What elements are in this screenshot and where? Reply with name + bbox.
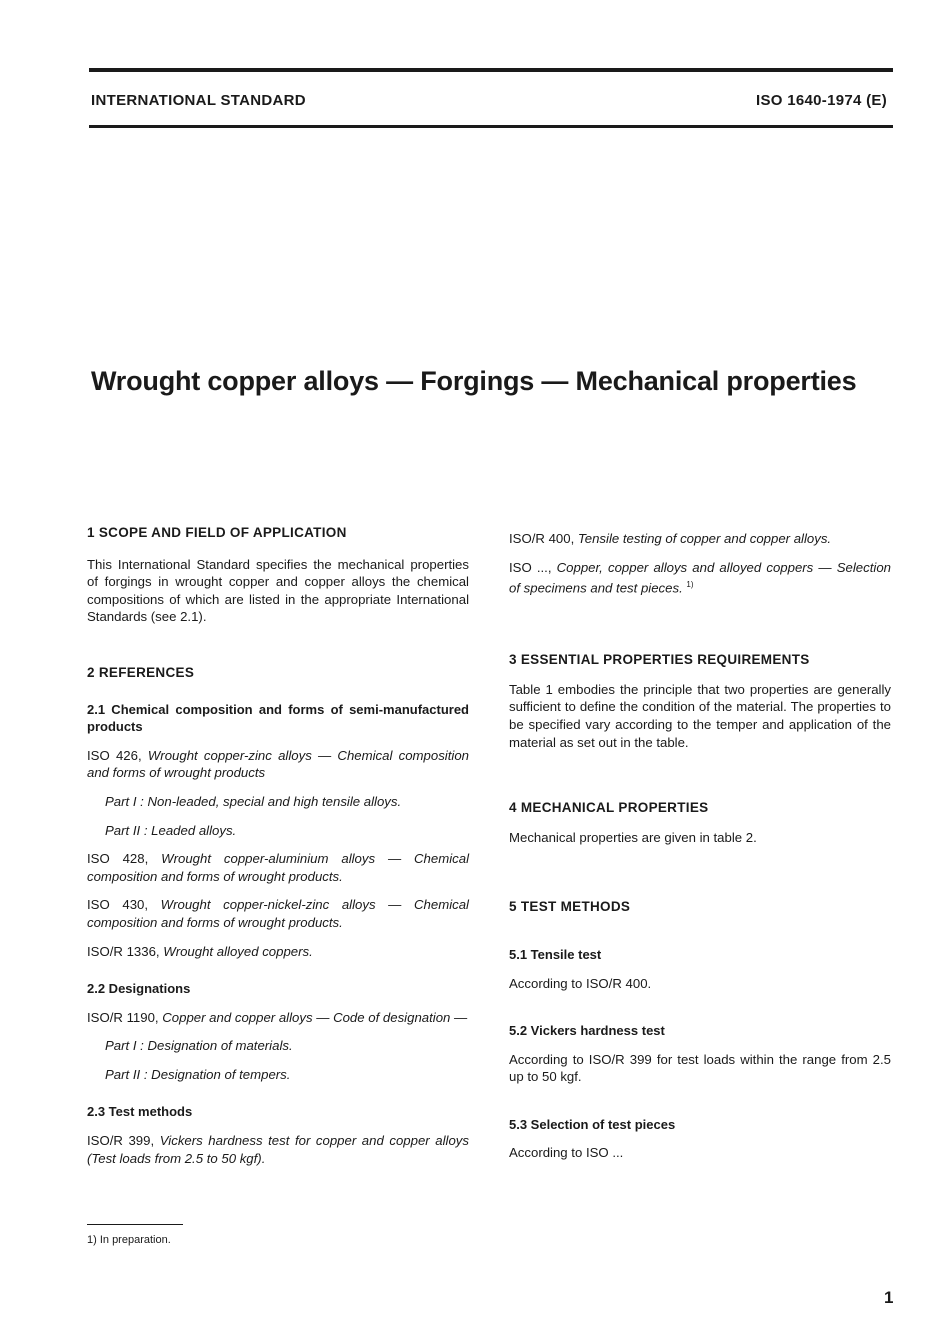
reference-iso-426-part-1	[87, 793, 469, 811]
reference-iso-r-1190-part-2	[87, 1066, 469, 1084]
reference-iso-r-1190	[87, 1009, 469, 1027]
reference-code: ISO/R 400,	[509, 531, 575, 546]
part-text: Part II : Designation of tempers.	[105, 1066, 291, 1082]
section-4-heading: 4 MECHANICAL PROPERTIES	[509, 800, 709, 816]
reference-title: Copper, copper alloys and alloyed coppers — Selection of specimens and test pieces.	[509, 559, 891, 596]
part-text: Part I : Non-leaded, special and high tensile alloys.	[105, 793, 402, 809]
section-5-2-heading: 5.2 Vickers hardness test	[509, 1023, 665, 1039]
reference-title: Vickers hardness test for copper and copper alloys (Test loads from 2.5 to 50 kgf).	[87, 1133, 469, 1166]
reference-code: ISO ...,	[509, 559, 552, 575]
top-rule	[89, 68, 893, 72]
reference-iso-r-1336	[87, 943, 469, 961]
reference-iso-426-part-2	[87, 822, 469, 840]
reference-iso-428	[87, 850, 469, 885]
reference-code: ISO/R 1336,	[87, 943, 160, 959]
reference-code: ISO/R 399,	[87, 1133, 155, 1149]
reference-iso-430	[87, 896, 469, 931]
document-title: Wrought copper alloys — Forgings — Mechanical properties	[91, 366, 857, 396]
header-rule	[89, 125, 893, 128]
footnote: 1) In preparation.	[87, 1234, 171, 1246]
section-2-2-heading: 2.2 Designations	[87, 981, 191, 997]
section-5-3-heading: 5.3 Selection of test pieces	[509, 1116, 676, 1132]
section-5-heading: 5 TEST METHODS	[509, 899, 631, 915]
reference-title: Wrought alloyed coppers.	[163, 943, 313, 959]
page-number: 1	[884, 1288, 894, 1307]
section-4-text: Mechanical properties are given in table 2.	[509, 829, 757, 845]
part-text: Part I : Designation of materials.	[105, 1038, 293, 1054]
section-5-2-text: According to ISO/R 399 for test loads within the range from 2.5 up to 50 kgf.	[509, 1051, 891, 1085]
reference-title: Wrought copper-aluminium alloys — Chemical composition and forms of wrought products.	[87, 851, 469, 884]
section-5-3-text: According to ISO ...	[509, 1145, 624, 1161]
section-1-text: This International Standard specifies the mechanical properties of forgings in wrought copper and copper alloys the chemical compositions of which are listed in the appropriate International Standards (see 2.1).	[87, 556, 469, 625]
header-standard-number: ISO 1640-1974 (E)	[756, 92, 888, 109]
section-2-1-heading: 2.1 Chemical composition and forms of semi-manufactured products	[87, 701, 469, 735]
reference-iso-r-400	[509, 530, 891, 548]
left-column	[87, 524, 469, 1167]
section-3-text: Table 1 embodies the principle that two properties are generally sufficient to define the condition of the material. The properties to be specified vary according to the temper and application of the material as set out in the table.	[509, 681, 891, 750]
reference-title: Wrought copper-zinc alloys — Chemical composition and forms of wrought products	[87, 747, 469, 781]
section-5-1-text: According to ISO/R 400.	[509, 975, 652, 991]
reference-code: ISO 426,	[87, 747, 142, 763]
section-5-1-heading: 5.1 Tensile test	[509, 946, 602, 962]
section-3-heading: 3 ESSENTIAL PROPERTIES REQUIREMENTS	[509, 652, 810, 668]
section-1-heading: 1 SCOPE AND FIELD OF APPLICATION	[87, 525, 347, 540]
section-2-heading: 2 REFERENCES	[87, 664, 195, 680]
part-text: Part II : Leaded alloys.	[105, 822, 237, 838]
header-standard-label: INTERNATIONAL STANDARD	[91, 92, 306, 109]
footnote-marker: 1)	[686, 580, 694, 590]
reference-code: ISO 428,	[87, 851, 149, 867]
reference-code: ISO 430,	[87, 897, 149, 913]
reference-title: Wrought copper-nickel-zinc alloys — Chemical composition and forms of wrought products.	[87, 897, 469, 930]
reference-title: Copper and copper alloys — Code of designation —	[162, 1009, 468, 1025]
right-column	[509, 530, 891, 1162]
reference-title: Tensile testing of copper and copper alloys.	[577, 531, 832, 546]
reference-code: ISO/R 1190,	[87, 1009, 159, 1025]
footnote-rule	[87, 1224, 183, 1225]
reference-iso-r-399	[87, 1132, 469, 1167]
reference-iso-r-1190-part-1	[87, 1037, 469, 1055]
reference-iso-426	[87, 747, 469, 782]
reference-iso-in-preparation	[509, 559, 891, 598]
section-2-3-heading: 2.3 Test methods	[87, 1104, 193, 1120]
